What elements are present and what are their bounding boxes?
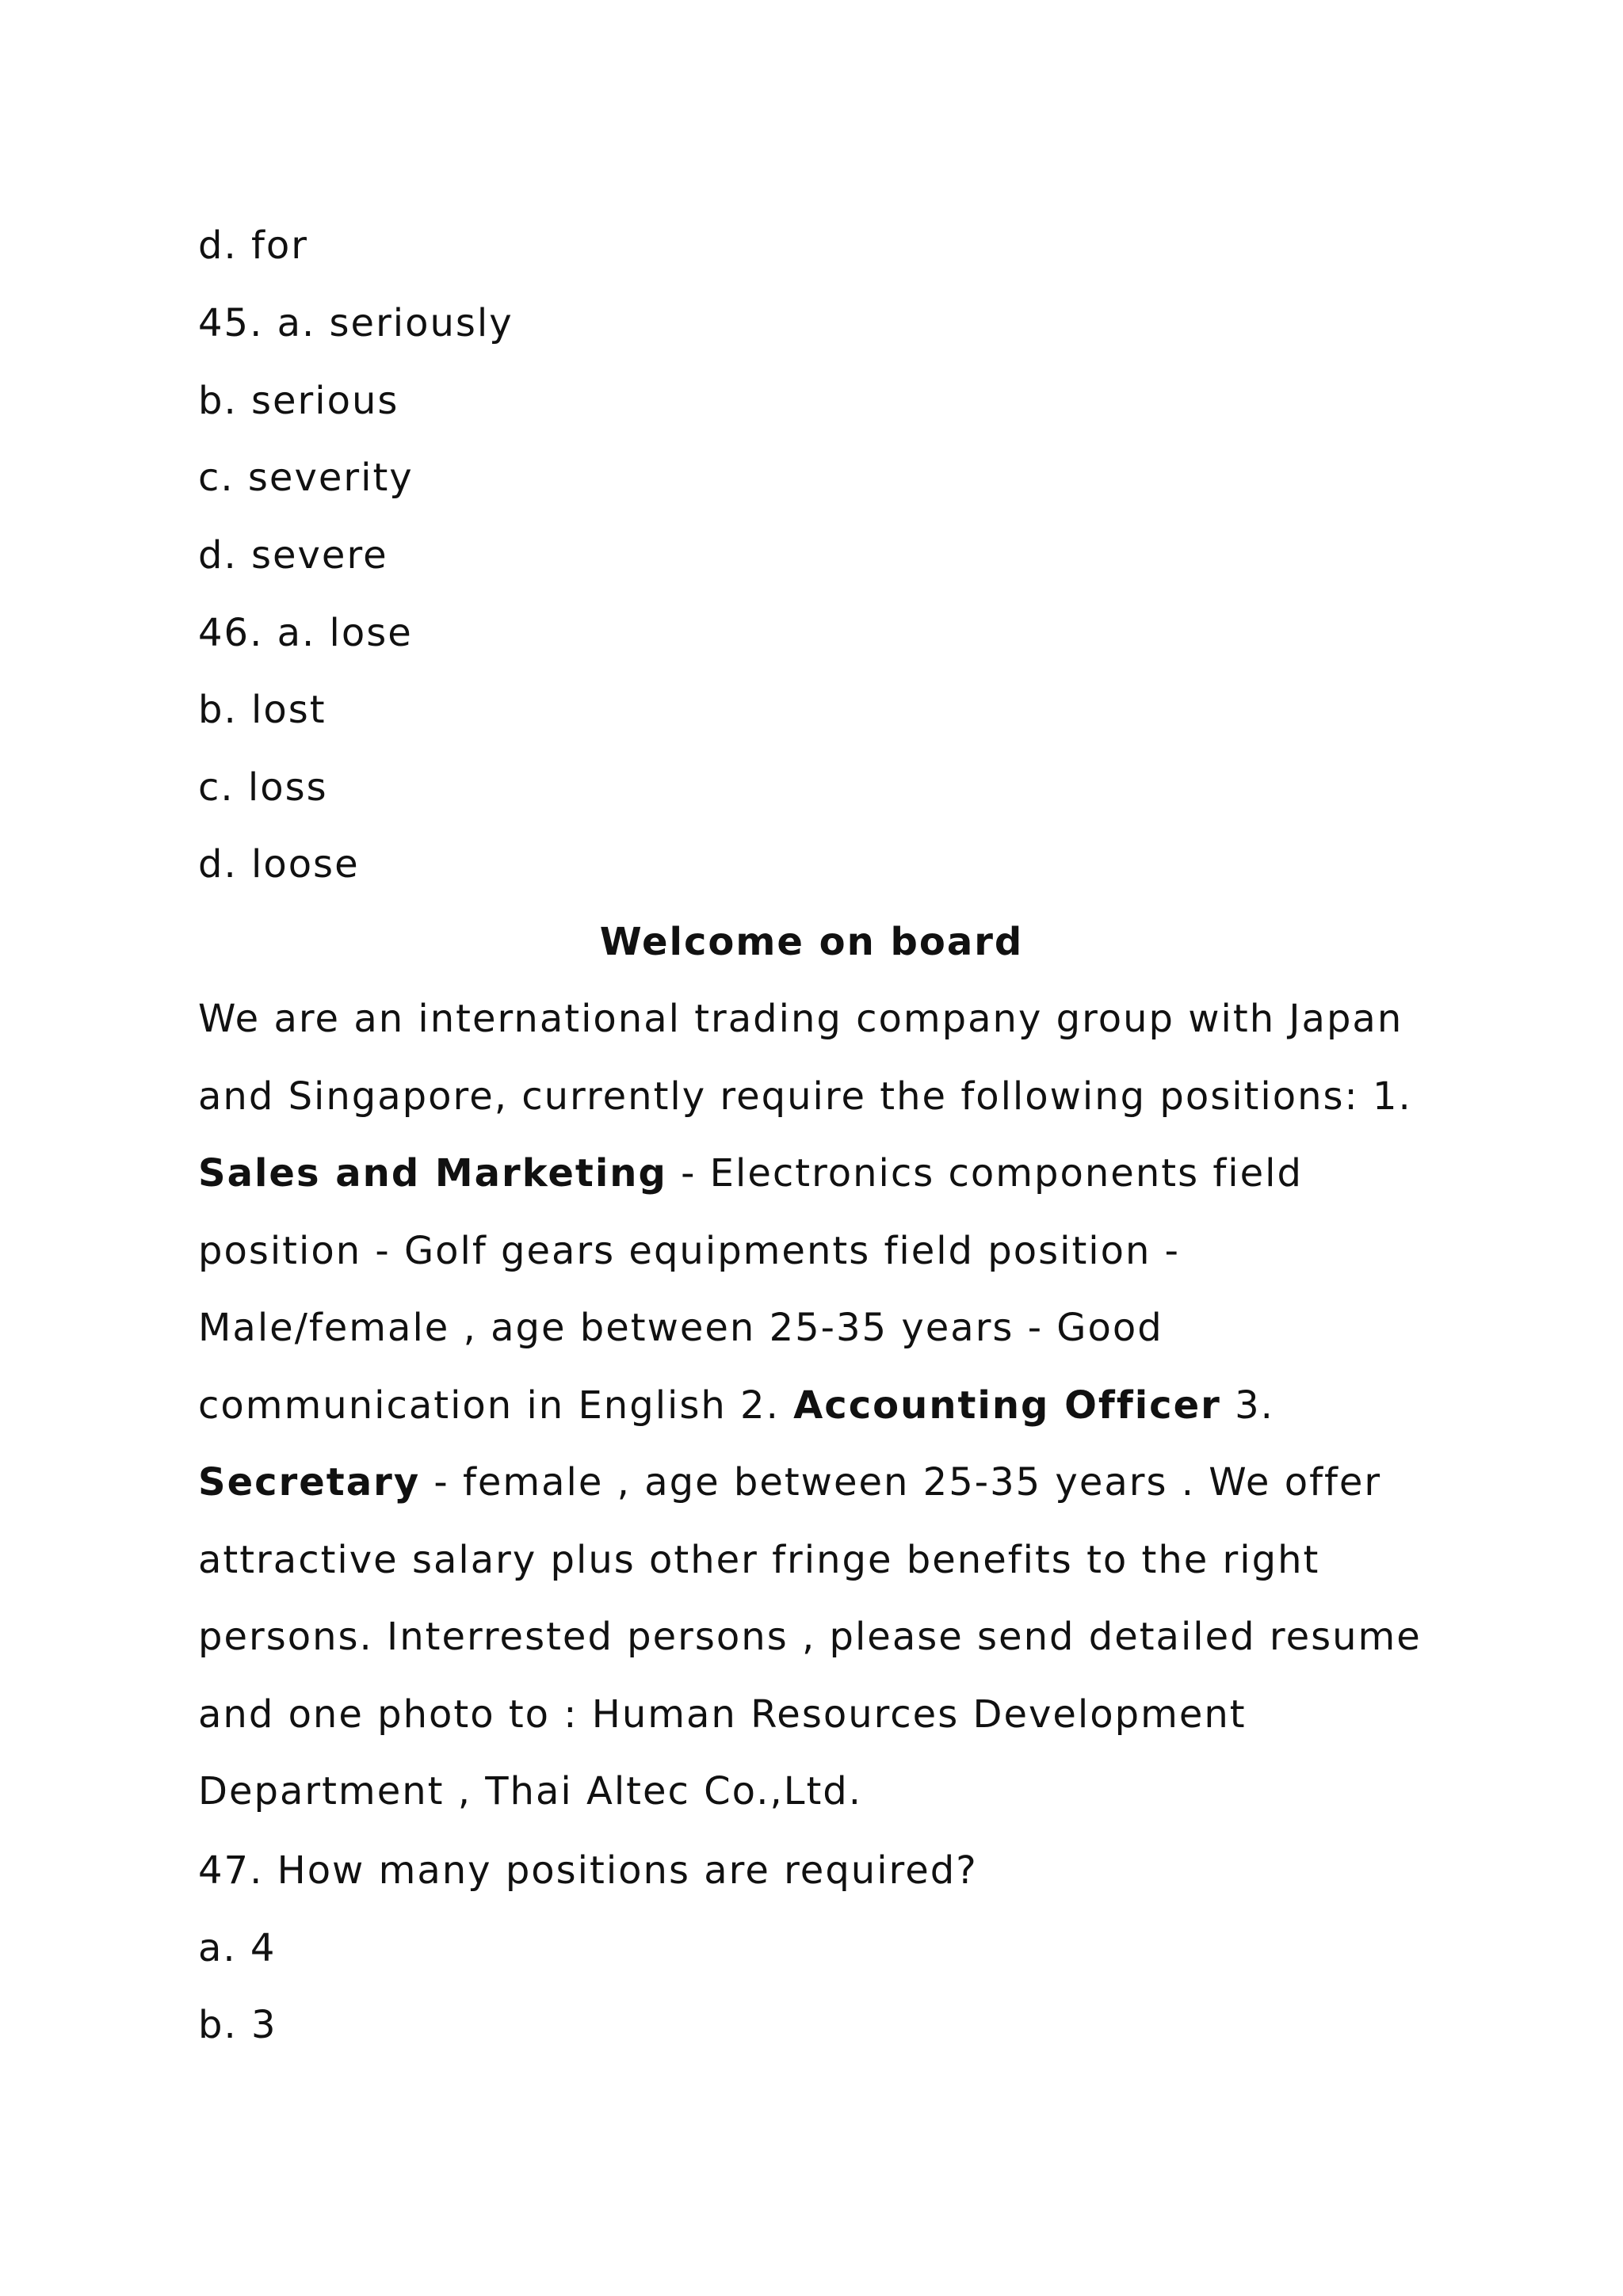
question-45-option-d: d. severe <box>198 533 388 578</box>
position-sales-marketing: Sales and Marketing <box>198 1151 667 1196</box>
passage-text-4: - female , age between 25-35 years . We offer attractive salary plus other fringe benefits to the right persons. Interrested persons , please send detailed resume and one photo to : Human Resources Development Department , Thai Altec Co.,Ltd. <box>198 1460 1422 1814</box>
question-47-stem: 47. How many positions are required? <box>198 1848 978 1893</box>
passage-text-2: - Electronics components field position - Golf gears equipments field position - Male/female , age between 25-35 years - Good communication in English 2. <box>198 1151 1303 1428</box>
position-accounting-officer: Accounting Officer <box>793 1383 1221 1428</box>
question-46-option-d: d. loose <box>198 842 360 887</box>
question-46-option-a: 46. a. lose <box>198 611 413 655</box>
option-44-d: d. for <box>198 223 308 268</box>
question-45-option-c: c. severity <box>198 456 414 500</box>
passage-title: Welcome on board <box>599 920 1024 964</box>
question-46-option-c: c. loss <box>198 765 328 810</box>
question-47-option-b: b. 3 <box>198 2003 277 2047</box>
question-46-option-b: b. lost <box>198 688 327 732</box>
passage-text-3: 3. <box>1220 1383 1274 1428</box>
question-45-option-b: b. serious <box>198 379 399 423</box>
position-secretary: Secretary <box>198 1460 421 1505</box>
passage-text-1: We are an international trading company group with Japan and Singapore, currently require the following positions: 1. <box>198 997 1412 1119</box>
question-45-option-a: 45. a. seriously <box>198 301 514 345</box>
question-47-option-a: a. 4 <box>198 1926 277 1970</box>
passage-body <box>198 981 1434 1831</box>
